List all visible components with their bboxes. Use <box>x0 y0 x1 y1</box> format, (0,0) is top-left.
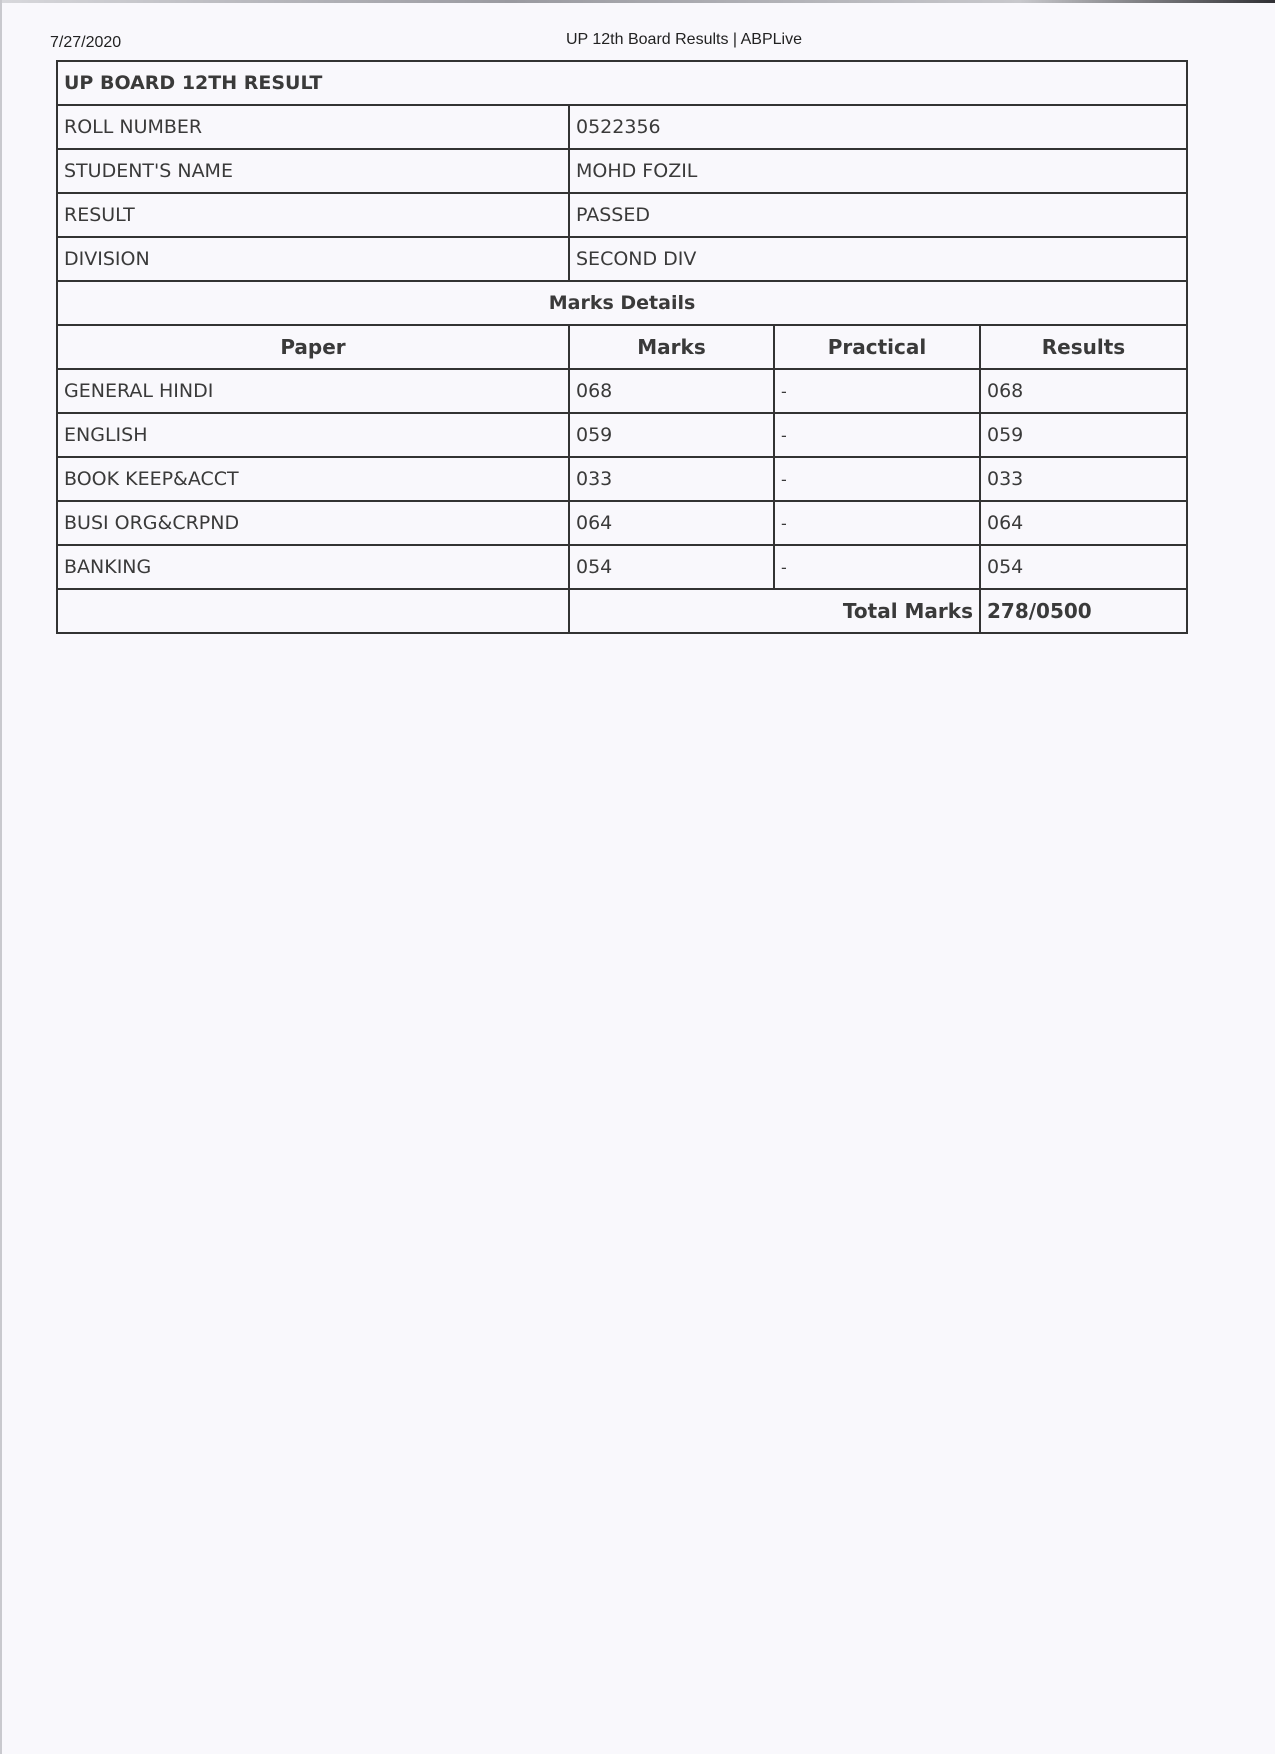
table-row <box>57 545 1187 589</box>
info-label: ROLL NUMBER <box>57 105 569 149</box>
result-cell: 054 <box>980 545 1187 589</box>
result-cell: 068 <box>980 369 1187 413</box>
scan-edge-left <box>0 0 2 1754</box>
practical-cell: - <box>774 501 980 545</box>
info-label: STUDENT'S NAME <box>57 149 569 193</box>
paper-cell: BUSI ORG&CRPND <box>57 501 569 545</box>
practical-cell: - <box>774 457 980 501</box>
info-label: DIVISION <box>57 237 569 281</box>
result-title-row <box>57 61 1187 105</box>
column-header-paper: Paper <box>57 325 569 369</box>
info-row-result <box>57 193 1187 237</box>
scan-edge-top <box>0 0 1275 3</box>
total-marks-value: 278/0500 <box>980 589 1187 633</box>
column-header-marks: Marks <box>569 325 774 369</box>
paper-cell: ENGLISH <box>57 413 569 457</box>
practical-cell: - <box>774 413 980 457</box>
result-cell: 033 <box>980 457 1187 501</box>
info-value: PASSED <box>569 193 1187 237</box>
paper-cell: GENERAL HINDI <box>57 369 569 413</box>
column-header-results: Results <box>980 325 1187 369</box>
info-row-division <box>57 237 1187 281</box>
practical-cell: - <box>774 545 980 589</box>
total-row <box>57 589 1187 633</box>
result-table <box>56 60 1188 634</box>
info-value: 0522356 <box>569 105 1187 149</box>
paper-cell: BOOK KEEP&ACCT <box>57 457 569 501</box>
column-header-practical: Practical <box>774 325 980 369</box>
info-value: MOHD FOZIL <box>569 149 1187 193</box>
total-empty-cell <box>57 589 569 633</box>
info-row-student-name <box>57 149 1187 193</box>
marks-cell: 064 <box>569 501 774 545</box>
print-header <box>0 31 1275 53</box>
info-value: SECOND DIV <box>569 237 1187 281</box>
marks-cell: 033 <box>569 457 774 501</box>
table-row <box>57 369 1187 413</box>
result-cell: 059 <box>980 413 1187 457</box>
marks-header-row <box>57 325 1187 369</box>
marks-section-row <box>57 281 1187 325</box>
result-title: UP BOARD 12TH RESULT <box>57 61 1187 105</box>
info-row-roll-number <box>57 105 1187 149</box>
marks-section-title: Marks Details <box>57 281 1187 325</box>
practical-cell: - <box>774 369 980 413</box>
marks-cell: 068 <box>569 369 774 413</box>
print-page-title: UP 12th Board Results | ABPLive <box>566 31 802 48</box>
info-label: RESULT <box>57 193 569 237</box>
marks-cell: 054 <box>569 545 774 589</box>
table-row <box>57 413 1187 457</box>
table-row <box>57 457 1187 501</box>
result-cell: 064 <box>980 501 1187 545</box>
total-marks-label: Total Marks <box>569 589 980 633</box>
paper-cell: BANKING <box>57 545 569 589</box>
table-row <box>57 501 1187 545</box>
print-date: 7/27/2020 <box>50 34 122 51</box>
marks-cell: 059 <box>569 413 774 457</box>
